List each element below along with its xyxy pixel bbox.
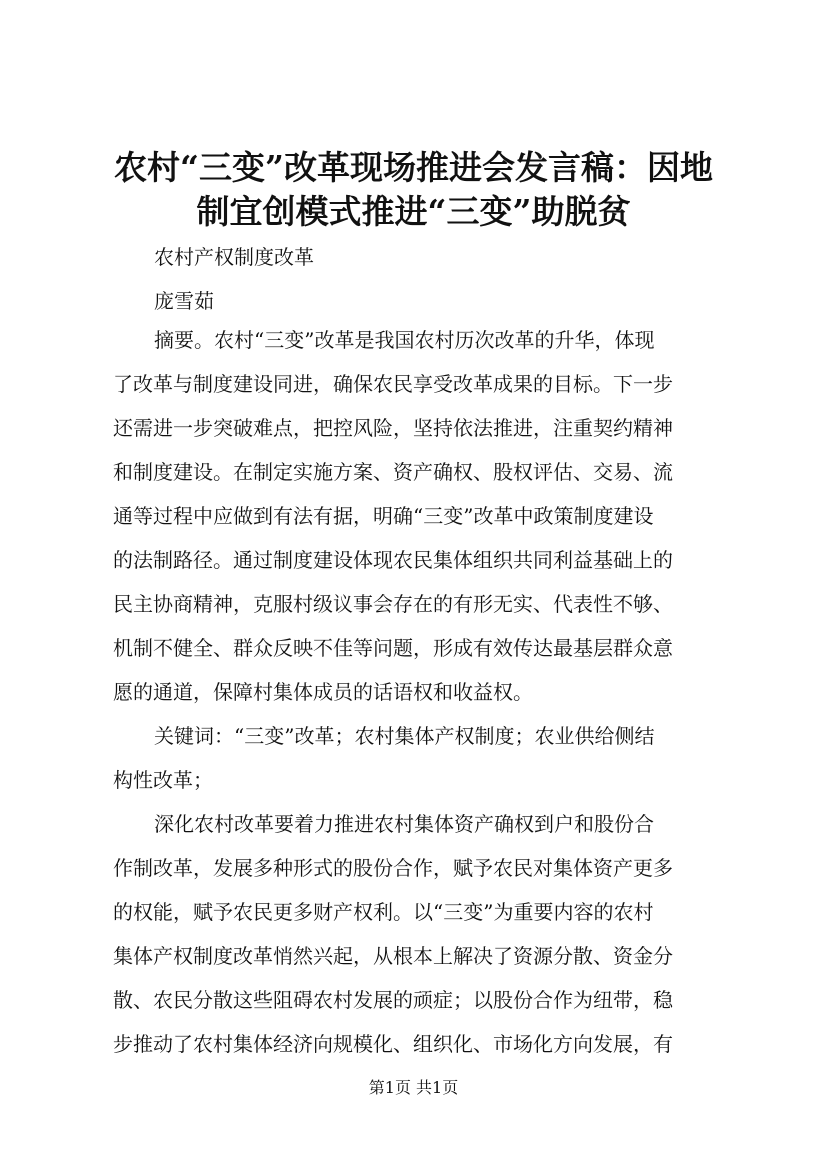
keywords-line: 构性改革； bbox=[113, 768, 213, 792]
abstract-line: 摘要。农村“三变”改革是我国农村历次改革的升华，体现 bbox=[154, 328, 655, 352]
abstract-line: 的法制路径。通过制度建设体现农民集体组织共同利益基础上的 bbox=[113, 548, 673, 572]
abstract-line: 了改革与制度建设同进，确保农民享受改革成果的目标。下一步 bbox=[113, 372, 673, 396]
abstract-line: 民主协商精神，克服村级议事会存在的有形无实、代表性不够、 bbox=[113, 592, 673, 616]
document-author: 庞雪茹 bbox=[154, 289, 214, 313]
page-footer: 第1页 共1页 bbox=[368, 1078, 459, 1097]
body-line: 作制改革，发展多种形式的股份合作，赋予农民对集体资产更多 bbox=[113, 856, 673, 880]
abstract-line: 机制不健全、群众反映不佳等问题，形成有效传达最基层群众意 bbox=[113, 636, 673, 660]
document-title: 农村“三变”改革现场推进会发言稿：因地制宜创模式推进“三变”助脱贫 bbox=[114, 148, 713, 231]
abstract-line: 还需进一步突破难点，把控风险，坚持依法推进，注重契约精神 bbox=[113, 416, 673, 440]
body-line: 散、农民分散这些阻碍农村发展的顽症；以股份合作为纽带，稳 bbox=[113, 988, 673, 1012]
abstract-line: 愿的通道，保障村集体成员的话语权和收益权。 bbox=[113, 680, 533, 704]
abstract-line: 和制度建设。在制定实施方案、资产确权、股权评估、交易、流 bbox=[113, 460, 673, 484]
document-category: 农村产权制度改革 bbox=[154, 245, 314, 269]
abstract-line: 通等过程中应做到有法有据，明确“三变”改革中政策制度建设 bbox=[113, 504, 654, 528]
body-line: 的权能，赋予农民更多财产权利。以“三变”为重要内容的农村 bbox=[113, 900, 654, 924]
body-line: 步推动了农村集体经济向规模化、组织化、市场化方向发展，有 bbox=[113, 1032, 673, 1056]
body-line: 深化农村改革要着力推进农村集体资产确权到户和股份合 bbox=[154, 812, 654, 836]
body-line: 集体产权制度改革悄然兴起，从根本上解决了资源分散、资金分 bbox=[113, 944, 673, 968]
keywords-line: 关键词：“三变”改革；农村集体产权制度；农业供给侧结 bbox=[154, 724, 655, 748]
